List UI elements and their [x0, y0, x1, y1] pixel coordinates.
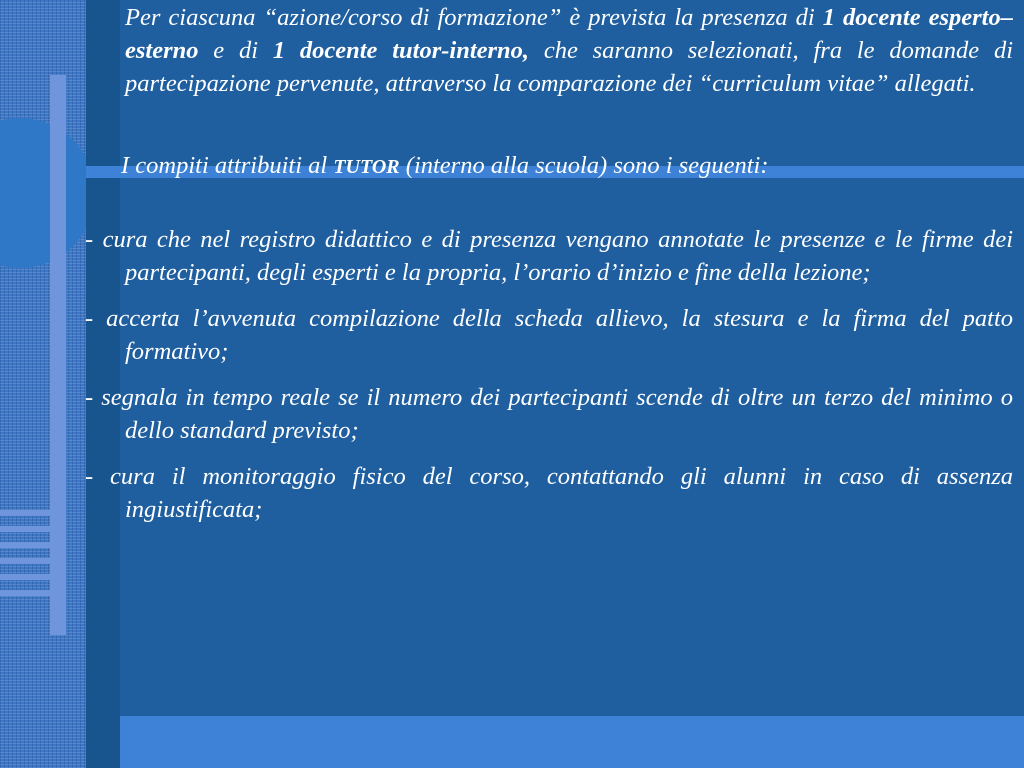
list-item: - cura che nel registro didattico e di presenza vengano annotate le presenze e le firme dei partecipanti, degli esperti e la propria, l’orario d’inizio e fine della lezione; — [85, 226, 1013, 286]
list-item: - segnala in tempo reale se il numero dei partecipanti scende di oltre un terzo del minimo o dello standard previsto; — [85, 384, 1013, 444]
tutor-text-after: (interno alla scuola) sono i seguenti: — [399, 152, 769, 179]
duties-list — [85, 223, 1013, 526]
decorative-side-strip — [0, 0, 90, 768]
tutor-text-before: I compiti attribuiti al — [121, 152, 334, 179]
intro-paragraph — [85, 0, 1013, 100]
slide-content — [85, 0, 1013, 539]
intro-text-2: e di — [198, 37, 273, 64]
decorative-bottom-block — [120, 716, 1024, 768]
intro-text-1: Per ciascuna “azione/corso di formazione” è prevista la presenza di — [125, 4, 823, 31]
intro-bold-tutor: 1 docente tutor-interno, — [272, 37, 530, 64]
intro-bold-expert: 1 docente esperto–esterno — [125, 4, 1013, 64]
decorative-dashes — [0, 510, 60, 606]
list-item: - cura il monitoraggio fisico del corso, contattando gli alunni in caso di assenza ingiustificata; — [85, 463, 1013, 523]
list-item: - accerta l’avvenuta compilazione della scheda allievo, la stesura e la firma del patto formativo; — [85, 305, 1013, 365]
tutor-paragraph — [85, 149, 1013, 184]
tutor-word: TUTOR — [333, 156, 400, 178]
intro-text-3: che saranno selezionati, fra le domande di partecipazione pervenute, attraverso la comparazione dei “curriculum vitae” allegati. — [125, 37, 1014, 97]
